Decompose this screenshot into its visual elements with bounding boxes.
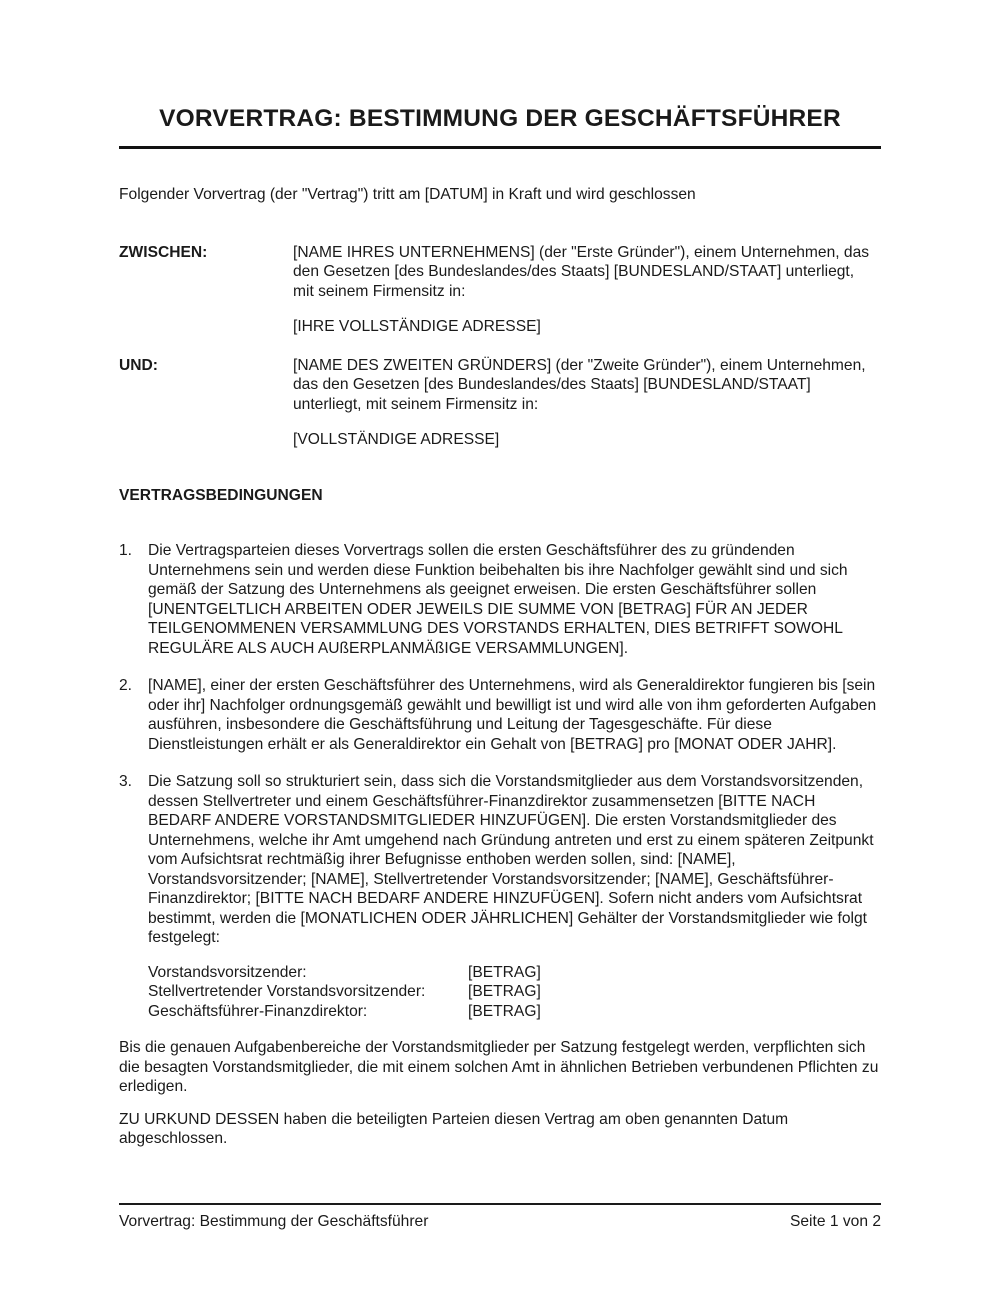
party-description: [NAME DES ZWEITEN GRÜNDERS] (der "Zweite Gründer"), einem Unternehmen, das den Gesetzen [des Bundeslandes/des Staats] [BUNDESLAND/STAAT] unterliegt, mit seinem Firmensitz in: — [293, 356, 866, 413]
footer-page-number: Seite 1 von 2 — [789, 1213, 881, 1230]
salary-row — [148, 1002, 881, 1022]
party-body — [293, 356, 878, 450]
salary-amount: [BETRAG] — [468, 983, 541, 1000]
term-text: Die Satzung soll so strukturiert sein, dass sich die Vorstandsmitglieder aus dem Vorstandsvorsitzenden, dessen Stellvertreter und einem Geschäftsführer-Finanzdirektor zusammensetzen [BITTE NACH BEDARF ANDERE VORSTANDSMITGLIEDER HINZUFÜGEN]. Die ersten Vorstandsmitglieder des Unternehmens, welche ihr Amt umgehend nach Gründung antreten und erst zu einem späteren Zeitpunkt vom Aufsichtsrat rechtmäßig ihrer Befugnisse enthoben werden sollen, sind: [NAME], Vorstandsvorsitzender; [NAME], Stellvertretender Vorstandsvorsitzender; [NAME], Geschäftsführer-Finanzdirektor; [BITTE NACH BEDARF ANDERE HINZUFÜGEN]. Sofern nicht anders vom Aufsichtsrat bestimmt, werden die [MONATLICHEN ODER JÄHRLICHEN] Gehälter der Vorstandsmitglieder wie folgt festgelegt: — [148, 773, 874, 946]
terms-heading: VERTRAGSBEDINGUNGEN — [119, 486, 323, 504]
party-label: ZWISCHEN: — [119, 243, 208, 261]
party-address: [VOLLSTÄNDIGE ADRESSE] — [293, 431, 500, 448]
party-block-zwischen — [119, 243, 881, 337]
salary-table — [148, 963, 881, 1022]
salary-role: Vorstandsvorsitzender: — [148, 963, 307, 981]
terms-list — [119, 541, 881, 948]
salary-role: Stellvertretender Vorstandsvorsitzender: — [148, 983, 426, 1000]
term-number: 1. — [119, 542, 133, 559]
page-footer — [119, 1203, 881, 1232]
party-description: [NAME IHRES UNTERNEHMENS] (der "Erste Gründer"), einem Unternehmen, das den Gesetzen [des Bundeslandes/des Staats] [BUNDESLAND/STAAT] unterliegt, mit seinem Firmensitz in: — [293, 243, 870, 300]
parties-section — [119, 243, 881, 450]
term-item-3 — [119, 772, 881, 948]
term-text: Die Vertragsparteien dieses Vorvertrags sollen die ersten Geschäftsführer des zu gründenden Unternehmens sein und werden diese Funktion beibehalten bis ihre Nachfolger gewählt sind und sich gemäß der Satzung des Unternehmens als geeignet erweisen. Die ersten Geschäftsführer sollen [UNENTGELTLICH ARBEITEN ODER JEWEILS DIE SUMME VON [BETRAG] FÜR AN JEDER TEILGENOMMENEN VERSAMMLUNG DES VORSTANDS ERHALTEN, DIES BETRIFFT SOWOHL REGULÄRE ALS AUCH AUßERPLANMÄßIGE VERSAMMLUNGEN]. — [148, 542, 848, 657]
term-number: 2. — [119, 677, 133, 694]
salary-role: Geschäftsführer-Finanzdirektor: — [148, 1002, 368, 1020]
salary-row — [148, 982, 881, 1002]
closing-paragraph-duties: Bis die genauen Aufgabenbereiche der Vorstandsmitglieder per Satzung festgelegt werden, verpflichten sich die besagten Vorstandsmitglieder, die mit einem solchen Amt in ähnlichen Betrieben verbundenen Pflichten zu erledigen. — [119, 1039, 879, 1095]
title-divider — [119, 146, 881, 149]
salary-amount: [BETRAG] — [468, 963, 541, 981]
party-address: [IHRE VOLLSTÄNDIGE ADRESSE] — [293, 318, 541, 335]
term-text: [NAME], einer der ersten Geschäftsführer des Unternehmens, wird als Generaldirektor fungieren bis [sein oder ihr] Nachfolger ordnungsgemäß gewählt und bewilligt ist und wird alle von ihm geforderten Aufgaben ausführen, insbesondere die Geschäftsführung und Leitung der Tagesgeschäfte. Für diese Dienstleistungen erhält er als Generaldirektor ein Gehalt von [BETRAG] pro [MONAT ODER JAHR]. — [148, 677, 877, 753]
party-block-und — [119, 356, 881, 450]
term-item-2 — [119, 676, 881, 754]
party-body — [293, 243, 878, 337]
intro-paragraph: Folgender Vorvertrag (der "Vertrag") tritt am [DATUM] in Kraft und wird geschlossen — [119, 186, 696, 203]
salary-amount: [BETRAG] — [468, 1002, 541, 1020]
footer-doc-title: Vorvertrag: Bestimmung der Geschäftsführer — [119, 1213, 429, 1230]
witness-paragraph: ZU URKUND DESSEN haben die beteiligten Parteien diesen Vertrag am oben genannten Datum abgeschlossen. — [119, 1110, 789, 1147]
term-item-1 — [119, 541, 881, 658]
party-label: UND: — [119, 356, 158, 374]
salary-row — [148, 963, 881, 983]
term-number: 3. — [119, 773, 133, 790]
document-title: VORVERTRAG: BESTIMMUNG DER GESCHÄFTSFÜHRER — [159, 105, 841, 132]
